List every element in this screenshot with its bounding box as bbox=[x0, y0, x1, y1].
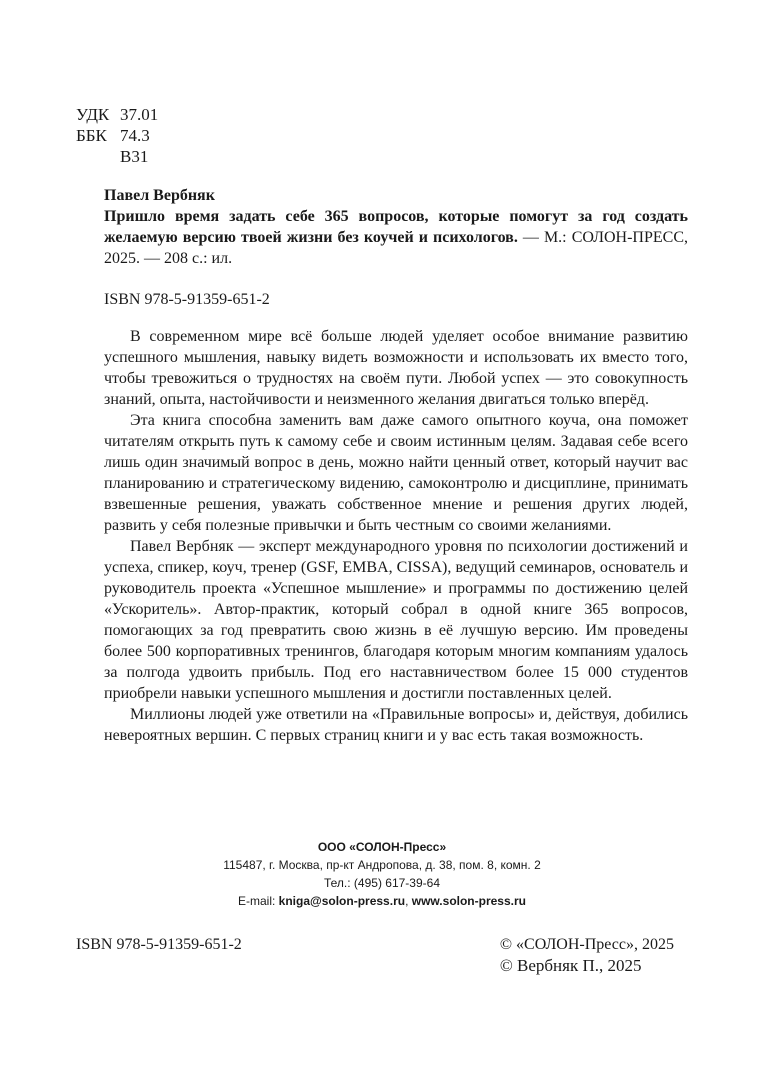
udk-row bbox=[76, 104, 158, 125]
publisher-phone: Тел.: (495) 617-39-64 bbox=[324, 876, 440, 890]
author-mark-value: В31 bbox=[120, 147, 149, 166]
email-label: E-mail: bbox=[238, 894, 279, 908]
publication-info: — М.: СОЛОН-ПРЕСС, 2025. — 208 с.: ил. bbox=[104, 229, 688, 267]
author-name: Павел Вербняк bbox=[104, 187, 215, 204]
publisher-imprint bbox=[0, 838, 764, 910]
bibliographic-record bbox=[104, 185, 688, 269]
bbk-label: ББК bbox=[76, 126, 107, 145]
publisher-address: 115487, г. Москва, пр-кт Андропова, д. 38, пом. 8, комн. 2 bbox=[223, 858, 541, 872]
publisher-name: ООО «СОЛОН-Пресс» bbox=[317, 840, 447, 854]
isbn-top: ISBN 978-5-91359-651-2 bbox=[104, 291, 270, 308]
udk-label: УДК bbox=[76, 105, 110, 124]
copyright-block bbox=[500, 934, 674, 976]
bibliographic-reference bbox=[104, 206, 688, 269]
contacts-separator: , bbox=[405, 894, 412, 908]
abstract-paragraph: Павел Вербняк — эксперт международного уровня по психологии достижений и успеха, спикер, коуч, тренер (GSF, EMBA, CISSA), ведущий семинаров, основатель и руководитель проекта «Успешное мышление» и программы по достижению целей «Ускоритель». Автор-практик, который собрал в одной книге 365 вопросов, помогающих за год превратить свою жизнь в её лучшую версию. Им проведены более 500 корпоративных тренингов, благодаря которым многим компаниям удалось за полгода удвоить прибыль. Под его наставничеством более 15 000 студентов приобрели навыки успешного мышления и достигли поставленных целей. bbox=[104, 538, 688, 702]
abstract-paragraph: Эта книга способна заменить вам даже самого опытного коуча, она поможет читателям открыть путь к самому себе и своим истинным целям. Задавая себе всего лишь один значимый вопрос в день, можно найти ценный ответ, который научит вас планированию и стратегическому видению, самоконтролю и дисциплине, принимать взвешенные решения, уважать собственное мнение и решения других людей, развить у себя полезные привычки и быть честным со своими желаниями. bbox=[104, 412, 688, 534]
abstract-paragraph: В современном мире всё больше людей уделяет особое внимание развитию успешного мышления, навыку видеть возможности и использовать их вместо того, чтобы тревожиться о трудностях на своём пути. Любой успех — это совокупность знаний, опыта, настойчивости и неизменного желания двигаться только вперёд. bbox=[104, 328, 688, 408]
bbk-value: 74.3 bbox=[120, 126, 150, 145]
publisher-contacts bbox=[0, 892, 764, 910]
book-title: Пришло время задать себе 365 вопросов, которые помогут за год создать желаемую версию твоей жизни без коучей и психологов. bbox=[104, 208, 688, 246]
email-link[interactable]: kniga@solon-press.ru bbox=[278, 894, 406, 908]
author-mark-row bbox=[76, 146, 158, 167]
copyright-author: © Вербняк П., 2025 bbox=[499, 956, 642, 975]
isbn-bottom: ISBN 978-5-91359-651-2 bbox=[76, 936, 242, 953]
abstract-paragraph: Миллионы людей уже ответили на «Правильные вопросы» и, действуя, добились невероятных вершин. С первых страниц книги и у вас есть такая возможность. bbox=[104, 706, 688, 744]
abstract bbox=[104, 326, 688, 746]
website-link[interactable]: www.solon-press.ru bbox=[411, 894, 526, 908]
udk-value: 37.01 bbox=[120, 105, 159, 124]
classification-codes bbox=[76, 104, 158, 167]
copyright-publisher: © «СОЛОН-Пресс», 2025 bbox=[499, 936, 674, 953]
author-mark-label bbox=[76, 146, 120, 167]
bbk-row bbox=[76, 125, 158, 146]
